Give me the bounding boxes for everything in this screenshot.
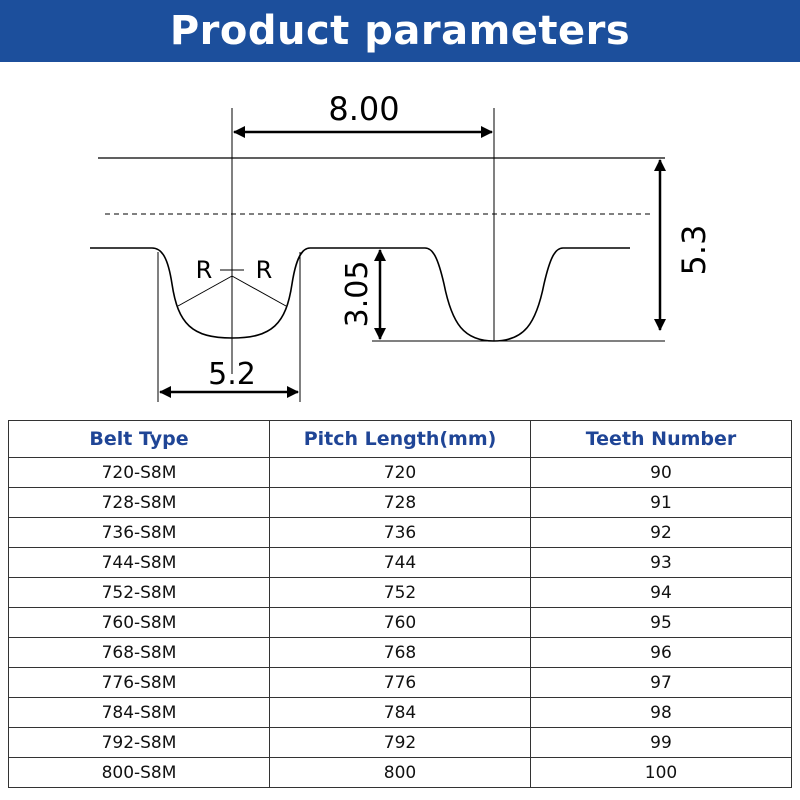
teeth-number-cell: 95 bbox=[531, 608, 792, 638]
table-row bbox=[9, 758, 792, 788]
belt-profile-svg bbox=[0, 62, 800, 414]
belt-type-cell: 736-S8M bbox=[9, 518, 270, 548]
teeth-number-cell: 99 bbox=[531, 728, 792, 758]
table-row bbox=[9, 518, 792, 548]
teeth-number-cell: 93 bbox=[531, 548, 792, 578]
teeth-number-cell: 94 bbox=[531, 578, 792, 608]
pitch-length-cell: 720 bbox=[270, 458, 531, 488]
table-row bbox=[9, 578, 792, 608]
teeth-number-cell: 90 bbox=[531, 458, 792, 488]
belt-type-cell: 776-S8M bbox=[9, 668, 270, 698]
table-row bbox=[9, 728, 792, 758]
table-row bbox=[9, 548, 792, 578]
belt-type-cell: 752-S8M bbox=[9, 578, 270, 608]
teeth-number-cell: 97 bbox=[531, 668, 792, 698]
table-row bbox=[9, 698, 792, 728]
table-body bbox=[9, 458, 792, 788]
tooth-width-label: 5.2 bbox=[208, 357, 256, 392]
title-banner bbox=[0, 0, 800, 62]
total-height-label: 5.3 bbox=[675, 224, 713, 276]
belt-type-cell: 800-S8M bbox=[9, 758, 270, 788]
teeth-number-cell: 91 bbox=[531, 488, 792, 518]
pitch-length-cell: 800 bbox=[270, 758, 531, 788]
parameters-table bbox=[8, 420, 792, 788]
page-title: Product parameters bbox=[169, 8, 631, 54]
pitch-length-cell: 776 bbox=[270, 668, 531, 698]
table-header-row bbox=[9, 421, 792, 458]
belt-type-cell: 784-S8M bbox=[9, 698, 270, 728]
pitch-length-cell: 792 bbox=[270, 728, 531, 758]
belt-type-cell: 728-S8M bbox=[9, 488, 270, 518]
pitch-length-cell: 728 bbox=[270, 488, 531, 518]
belt-type-cell: 744-S8M bbox=[9, 548, 270, 578]
teeth-number-cell: 92 bbox=[531, 518, 792, 548]
belt-type-cell: 760-S8M bbox=[9, 608, 270, 638]
column-header-teeth-number: Teeth Number bbox=[531, 421, 792, 458]
pitch-length-cell: 760 bbox=[270, 608, 531, 638]
pitch-length-cell: 736 bbox=[270, 518, 531, 548]
table-row bbox=[9, 608, 792, 638]
pitch-label: 8.00 bbox=[328, 90, 400, 128]
table-row bbox=[9, 458, 792, 488]
pitch-length-cell: 784 bbox=[270, 698, 531, 728]
table-row bbox=[9, 668, 792, 698]
teeth-number-cell: 98 bbox=[531, 698, 792, 728]
teeth-number-cell: 100 bbox=[531, 758, 792, 788]
teeth-number-cell: 96 bbox=[531, 638, 792, 668]
radius-label-right: R bbox=[255, 256, 273, 284]
pitch-length-cell: 768 bbox=[270, 638, 531, 668]
column-header-belt-type: Belt Type bbox=[9, 421, 270, 458]
belt-profile-diagram bbox=[0, 62, 800, 414]
belt-type-cell: 768-S8M bbox=[9, 638, 270, 668]
column-header-pitch-length: Pitch Length(mm) bbox=[270, 421, 531, 458]
belt-type-cell: 792-S8M bbox=[9, 728, 270, 758]
tooth-depth-label: 3.05 bbox=[340, 260, 375, 328]
radius-label-left: R bbox=[195, 256, 213, 284]
table-row bbox=[9, 638, 792, 668]
pitch-length-cell: 752 bbox=[270, 578, 531, 608]
table-row bbox=[9, 488, 792, 518]
belt-type-cell: 720-S8M bbox=[9, 458, 270, 488]
pitch-length-cell: 744 bbox=[270, 548, 531, 578]
